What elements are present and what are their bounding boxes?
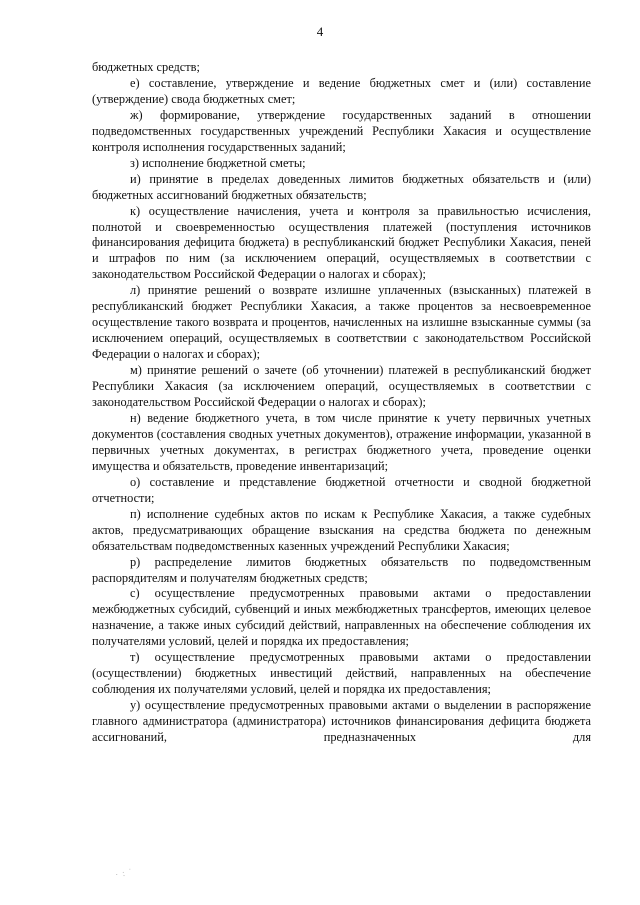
paragraph-item-l: л) принятие решений о возврате излишне уплаченных (взысканных) платежей в республиканский бюджет Республики Хакасия, а также процентов за несвоевременное осуществление такого возврата и процентов, начисленных на излишне взысканные суммы (за исключением операций, осуществляемых в соответствии с законодательством Российской Федерации о налогах и сборах); [92, 283, 591, 362]
paragraph-item-t: т) осуществление предусмотренных правовыми актами о предоставлении (осуществлении) бюджетных инвестиций действий, направленных на обеспечение соблюдения их получателями условий, целей и порядка их предоставления; [92, 650, 591, 697]
paragraph-continuation: бюджетных средств; [92, 60, 200, 74]
paragraph-item-o: о) составление и представление бюджетной отчетности и сводной бюджетной отчетности; [92, 474, 591, 505]
scan-artifact-mark: · : ˙ [114, 866, 134, 880]
paragraph-item-e: е) составление, утверждение и ведение бюджетных смет и (или) составление (утверждение) свода бюджетных смет; [92, 75, 591, 106]
paragraph-item-u: у) осуществление предусмотренных правовыми актами о выделении в распоряжение главного администратора (администратора) источников финансирования дефицита бюджета ассигнований, предназначенных для [92, 698, 591, 745]
paragraph-item-n: н) ведение бюджетного учета, в том числе принятие к учету первичных учетных документов (составления сводных учетных документов), отражение информации, указанной в первичных учетных документах, в регистрах бюджетного учета, проведение оценки имущества и обязательств, проведение инвентаризаций; [92, 410, 591, 473]
paragraph-item-r: р) распределение лимитов бюджетных обязательств по подведомственным распорядителям и получателям бюджетных средств; [92, 554, 591, 585]
document-body [92, 60, 591, 746]
paragraph-item-i: и) принятие в пределах доведенных лимитов бюджетных обязательств и (или) бюджетных ассигнований бюджетных обязательств; [92, 171, 591, 202]
paragraph-item-p: п) исполнение судебных актов по искам к Республике Хакасия, а также судебных актов, предусматривающих обращение взыскания на средства бюджета по денежным обязательствам подведомственных казенных учреждений Республики Хакасия; [92, 506, 591, 553]
paragraph-item-z: з) исполнение бюджетной сметы; [130, 155, 306, 170]
page-number: 4 [316, 24, 324, 39]
paragraph-item-s: с) осуществление предусмотренных правовыми актами о предоставлении межбюджетных субсидий, субвенций и иных межбюджетных трансфертов, имеющих целевое назначение, а также иных субсидий действий, направленных на обеспечение соблюдения их получателями условий, целей и порядка их предоставления; [92, 586, 591, 649]
paragraph-item-k: к) осуществление начисления, учета и контроля за правильностью исчисления, полнотой и своевременностью осуществления платежей (поступления источников финансирования дефицита бюджета) в республиканский бюджет Республики Хакасия, пеней и штрафов по ним (за исключением операций, осуществляемых в соответствии с законодательством Российской Федерации о налогах и сборах); [92, 203, 591, 282]
paragraph-item-m: м) принятие решений о зачете (об уточнении) платежей в республиканский бюджет Республики Хакасия (за исключением операций, осуществляемых в соответствии с законодательством Российской Федерации о налогах и сборах); [92, 363, 591, 410]
paragraph-item-zh: ж) формирование, утверждение государственных заданий в отношении подведомственных государственных учреждений Республики Хакасия и осуществление контроля исполнения государственных заданий; [92, 107, 591, 154]
